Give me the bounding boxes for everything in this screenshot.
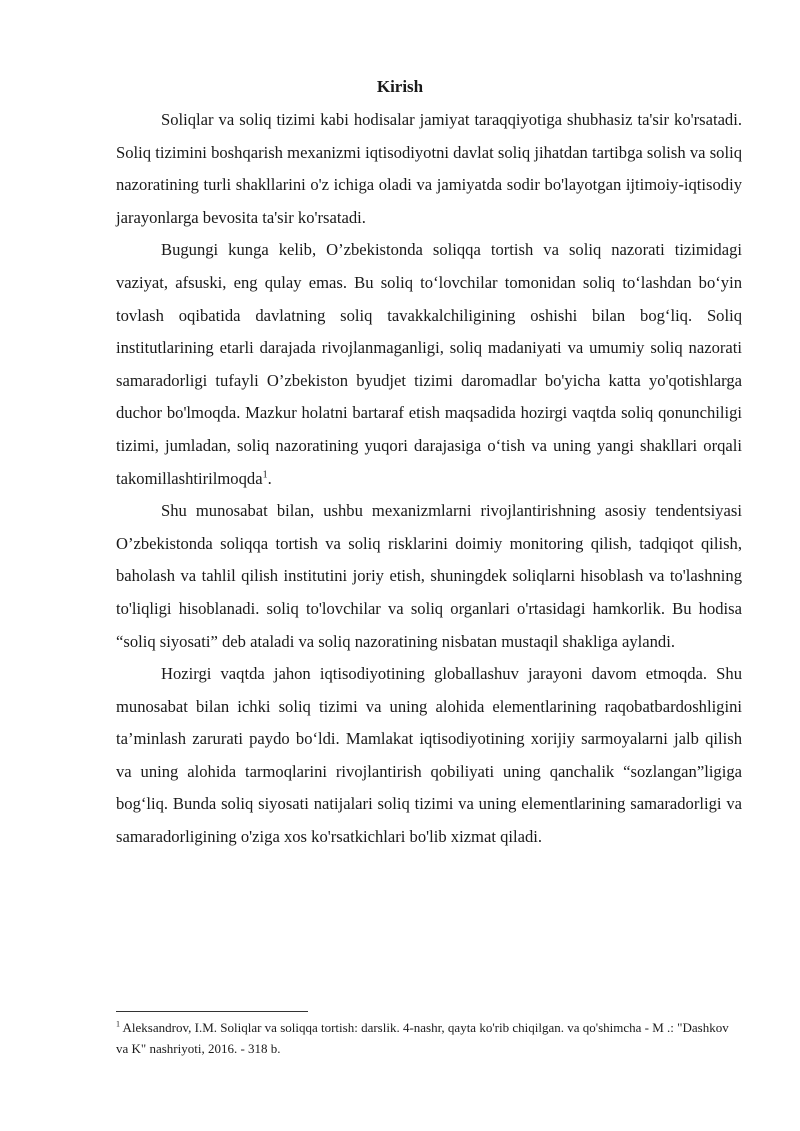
paragraph-1 xyxy=(116,104,742,234)
page-title: Kirish xyxy=(376,77,424,96)
paragraph-4 xyxy=(116,658,742,854)
paragraph-3-text: Shu munosabat bilan, ushbu mexanizmlarni rivojlantirishning asosiy tendentsiyasi O’zbekistonda soliqqa tortish va soliq risklarini doimiy monitoring qilish, tadqiqot qilish, baholash va tahlil qilish institutini joriy etish, shuningdek soliqlarni hisoblash va to'lashning to'liqligi hisoblanadi. soliq to'lovchilar va soliq organlari o'rtasidagi hamkorlik. Bu hodisa “soliq siyosati” deb ataladi va soliq nazoratining nisbatan mustaqil shakliga aylandi. xyxy=(116,501,742,651)
paragraph-4-text: Hozirgi vaqtda jahon iqtisodiyotining globallashuv jarayoni davom etmoqda. Shu munosabat bilan ichki soliq tizimi va uning alohida elementlarining raqobatbardoshligini ta’minlash zarurati paydo bo‘ldi. Mamlakat iqtisodiyotining xorijiy sarmoyalarni jalb qilish va uning alohida tarmoqlarini rivojlantirish qobiliyati uning qanchalik “sozlangan”ligiga bog‘liq. Bunda soliq siyosati natijalari soliq tizimi va uning elementlarining samaradorligi va samaradorligining o'ziga xos ko'rsatkichlari bo'lib xizmat qiladi. xyxy=(116,664,742,847)
paragraph-3 xyxy=(116,495,742,658)
paragraph-2 xyxy=(116,234,742,495)
body-text xyxy=(116,104,742,854)
footnote-text: Aleksandrov, I.M. Soliqlar va soliqqa tortish: darslik. 4-nashr, qayta ko'rib chiqilgan. va qo'shimcha - M .: "Dashkov va K" nashriyoti, 2016. - 318 b. xyxy=(116,1020,729,1056)
footnote-number: 1 xyxy=(116,1019,120,1029)
paragraph-2-text: Bugungi kunga kelib, O’zbekistonda soliqqa tortish va soliq nazorati tizimidagi vaziyat, afsuski, eng qulay emas. Bu soliq to‘lovchilar tomonidan soliq to‘lashdan bo‘yin tovlash oqibatida davlatning soliq tavakkalchiligining oshishi bilan bog‘liq. Soliq institutlarining etarli darajada rivojlanmaganligi, soliq madaniyati va umumiy soliq nazorati samaradorligi tufayli O’zbekiston byudjet tizimi daromadlar bo'yicha katta yo'qotishlarga duchor bo'lmoqda. Mazkur holatni bartaraf etish maqsadida hozirgi vaqtda soliq qonunchiligi tizimi, jumladan, soliq nazoratining yuqori darajasiga o‘tish va uning yangi shakllari orqali takomillashtirilmoqda xyxy=(116,240,742,488)
footnote xyxy=(116,1017,742,1059)
footnote-separator xyxy=(116,1011,308,1012)
footnote-reference[interactable]: 1 xyxy=(262,469,268,480)
paragraph-1-text: Soliqlar va soliq tizimi kabi hodisalar jamiyat taraqqiyotiga shubhasiz ta'sir ko'rsatadi. Soliq tizimini boshqarish mexanizmi iqtisodiyotni davlat soliq jihatdan tartibga solish va soliq nazoratining turli shakllarini o'z ichiga oladi va jamiyatda sodir bo'layotgan ijtimoiy-iqtisodiy jarayonlarga bevosita ta'sir ko'rsatadi. xyxy=(116,110,742,227)
paragraph-2-suffix: . xyxy=(267,468,272,488)
